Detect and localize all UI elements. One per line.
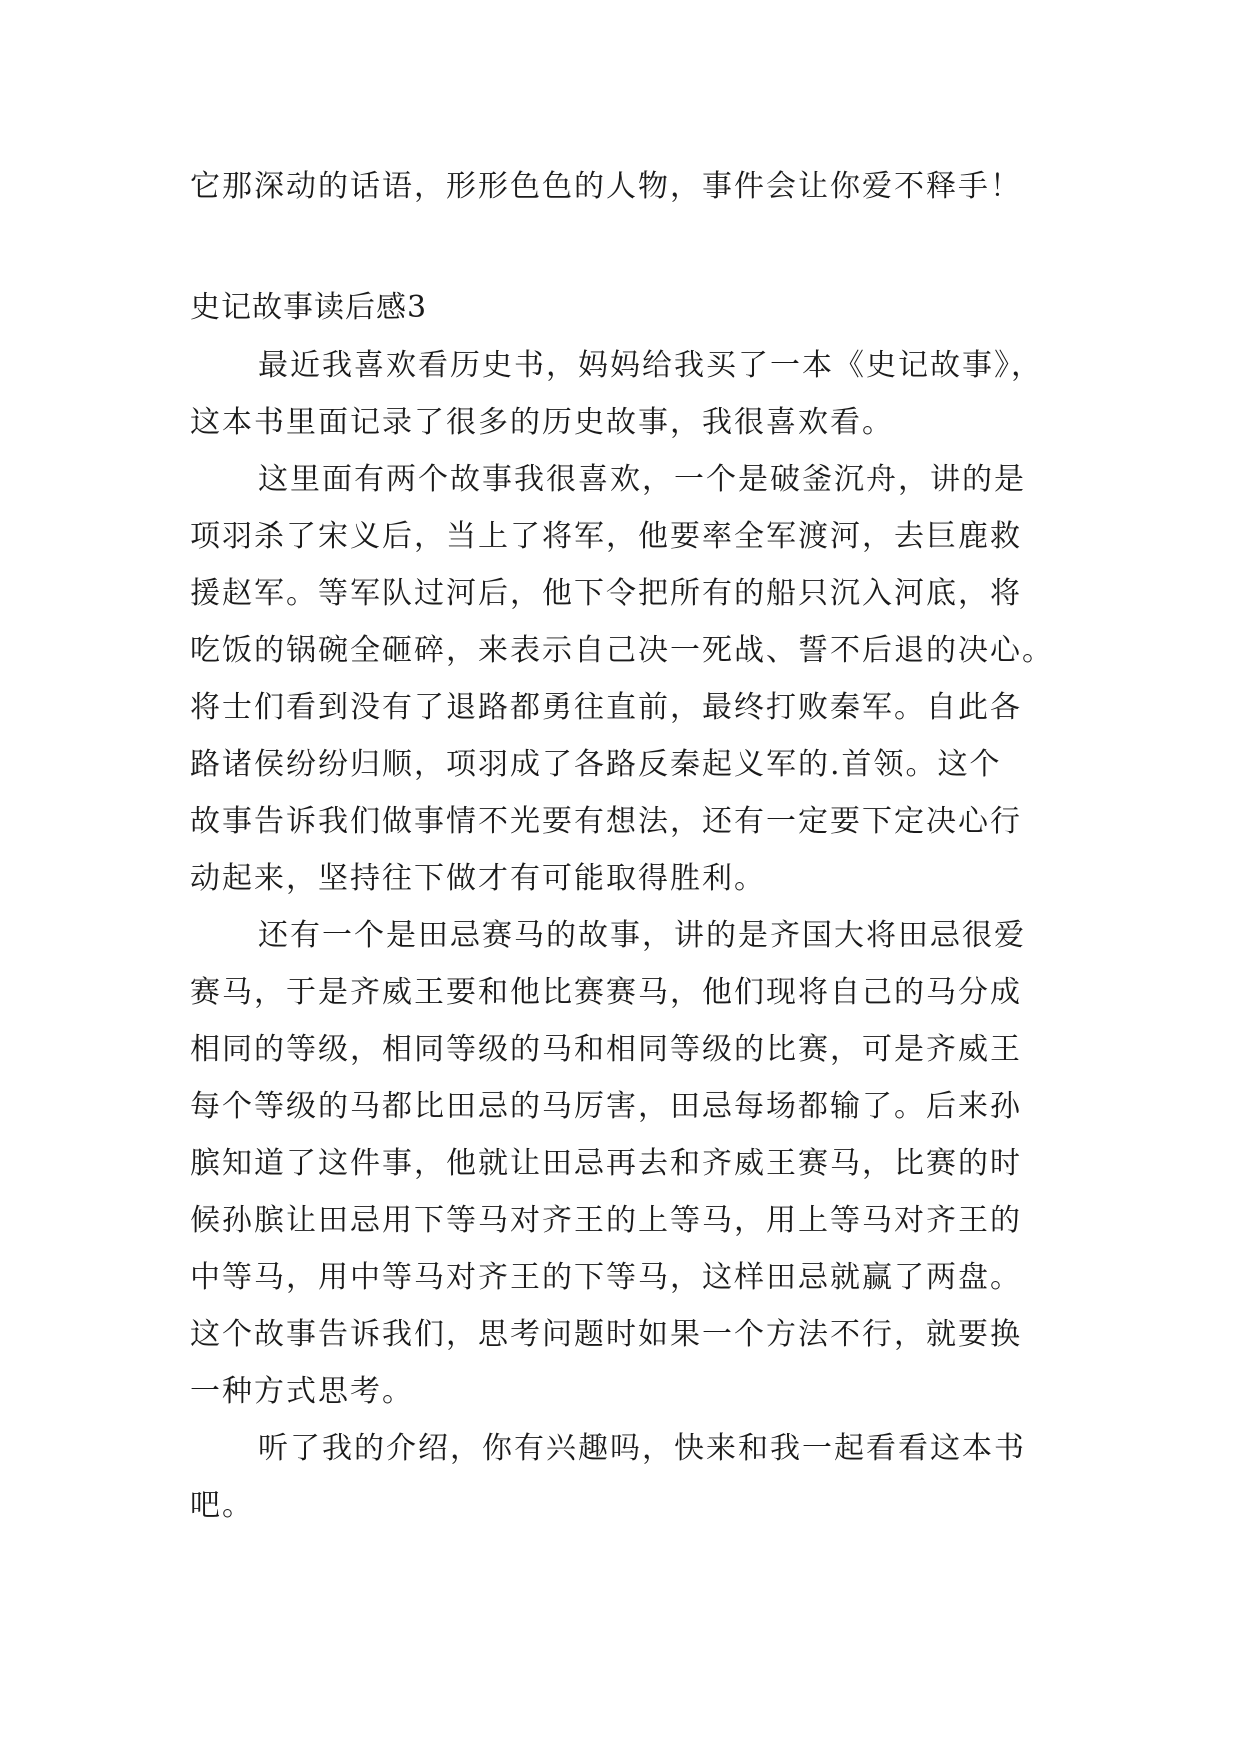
paragraph-line: 候孙膑让田忌用下等马对齐王的上等马，用上等马对齐王的 [190,1203,1022,1238]
paragraph-line: 路诸侯纷纷归顺，项羽成了各路反秦起义军的.首领。这个 [190,747,1002,782]
paragraph-line: 最近我喜欢看历史书，妈妈给我买了一本《史记故事》， [258,348,1043,383]
intro-line: 它那深动的话语，形形色色的人物，事件会让你爱不释手！ [190,169,1022,204]
paragraph-line: 每个等级的马都比田忌的马厉害，田忌每场都输了。后来孙 [190,1089,1022,1124]
paragraph-line: 中等马，用中等马对齐王的下等马，这样田忌就赢了两盘。 [190,1260,1022,1295]
paragraph-line: 动起来，坚持往下做才有可能取得胜利。 [190,861,766,896]
paragraph-line: 项羽杀了宋义后，当上了将军，他要率全军渡河，去巨鹿救 [190,519,1022,554]
paragraph-line: 膑知道了这件事，他就让田忌再去和齐威王赛马，比赛的时 [190,1146,1022,1181]
section-title: 史记故事读后感3 [190,290,428,325]
paragraph-line: 这里面有两个故事我很喜欢，一个是破釜沉舟，讲的是 [258,462,1026,497]
paragraph-line: 还有一个是田忌赛马的故事，讲的是齐国大将田忌很爱 [258,918,1026,953]
paragraph-line: 援赵军。等军队过河后，他下令把所有的船只沉入河底，将 [190,576,1022,611]
paragraph-line: 一种方式思考。 [190,1374,414,1409]
paragraph-line: 将士们看到没有了退路都勇往直前，最终打败秦军。自此各 [190,690,1022,725]
paragraph-line: 这本书里面记录了很多的历史故事，我很喜欢看。 [190,405,894,440]
paragraph-line: 这个故事告诉我们，思考问题时如果一个方法不行，就要换 [190,1317,1022,1352]
paragraph-line: 吧。 [190,1488,254,1523]
paragraph-line: 故事告诉我们做事情不光要有想法，还有一定要下定决心行 [190,804,1022,839]
paragraph-line: 相同的等级，相同等级的马和相同等级的比赛，可是齐威王 [190,1032,1022,1067]
paragraph-line: 吃饭的锅碗全砸碎，来表示自己决一死战、誓不后退的决心。 [190,633,1054,668]
paragraph-line: 听了我的介绍，你有兴趣吗，快来和我一起看看这本书 [258,1431,1026,1466]
paragraph-line: 赛马，于是齐威王要和他比赛赛马，他们现将自己的马分成 [190,975,1022,1010]
